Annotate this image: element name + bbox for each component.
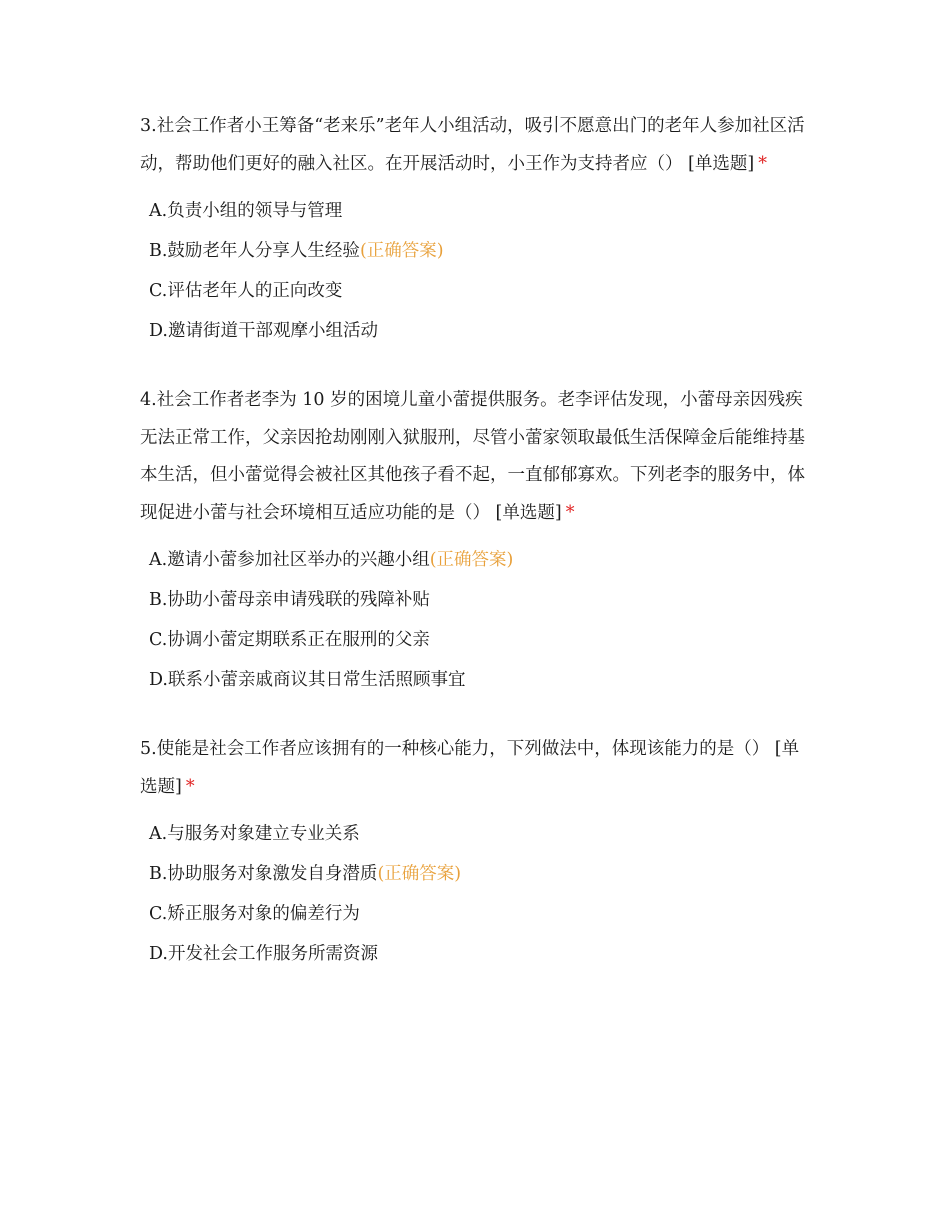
question-stem-text: 3.社会工作者小王筹备“老来乐”老年人小组活动，吸引不愿意出门的老年人参加社区活动，帮助他们更好的融入社区。在开展活动时，小王作为支持者应（） [单选题]: [140, 116, 805, 174]
question-stem-text: 5.使能是社会工作者应该拥有的一种核心能力，下列做法中，体现该能力的是（） [单选题]: [140, 739, 800, 797]
option-a[interactable]: [140, 814, 815, 854]
required-mark: *: [185, 776, 195, 797]
option-c[interactable]: [140, 620, 815, 660]
option-text: A.负责小组的领导与管理: [149, 201, 343, 221]
required-mark: *: [758, 153, 767, 174]
question-document: [140, 108, 815, 1005]
option-text: C.矫正服务对象的偏差行为: [149, 904, 360, 924]
option-text: B.协助小蕾母亲申请残联的残障补贴: [149, 590, 430, 610]
option-text: A.与服务对象建立专业关系: [149, 824, 360, 844]
option-text: B.鼓励老年人分享人生经验: [149, 241, 360, 261]
question-3: [140, 108, 815, 351]
correct-answer-label: (正确答案): [377, 864, 462, 884]
option-b[interactable]: [140, 231, 815, 271]
option-c[interactable]: [140, 271, 815, 311]
option-text: C.协调小蕾定期联系正在服刑的父亲: [149, 630, 430, 650]
option-b[interactable]: [140, 854, 815, 894]
option-c[interactable]: [140, 894, 815, 934]
option-text: A.邀请小蕾参加社区举办的兴趣小组: [149, 550, 430, 570]
option-d[interactable]: [140, 311, 815, 351]
option-text: B.协助服务对象激发自身潜质: [149, 864, 378, 884]
option-a[interactable]: [140, 540, 815, 580]
required-mark: *: [565, 502, 575, 523]
option-a[interactable]: [140, 191, 815, 231]
option-text: D.联系小蕾亲戚商议其日常生活照顾事宜: [149, 670, 466, 690]
question-4: [140, 382, 815, 700]
option-text: D.邀请街道干部观摩小组活动: [149, 321, 378, 341]
option-d[interactable]: [140, 934, 815, 974]
option-text: D.开发社会工作服务所需资源: [149, 944, 378, 964]
correct-answer-label: (正确答案): [429, 550, 514, 570]
question-stem: [140, 108, 815, 183]
option-text: C.评估老年人的正向改变: [149, 281, 343, 301]
question-stem-text: 4.社会工作者老李为 10 岁的困境儿童小蕾提供服务。老李评估发现，小蕾母亲因残疾无法正常工作，父亲因抢劫刚刚入狱服刑，尽管小蕾家领取最低生活保障金后能维持基本生活，但小蕾觉得会被社区其他孩子看不起，一直郁郁寡欢。下列老李的服务中，体现促进小蕾与社会环境相互适应功能的是（） [单选题]: [140, 390, 805, 523]
correct-answer-label: (正确答案): [359, 241, 444, 261]
question-stem: [140, 382, 815, 532]
option-d[interactable]: [140, 660, 815, 700]
option-b[interactable]: [140, 580, 815, 620]
question-5: [140, 731, 815, 974]
question-stem: [140, 731, 815, 806]
